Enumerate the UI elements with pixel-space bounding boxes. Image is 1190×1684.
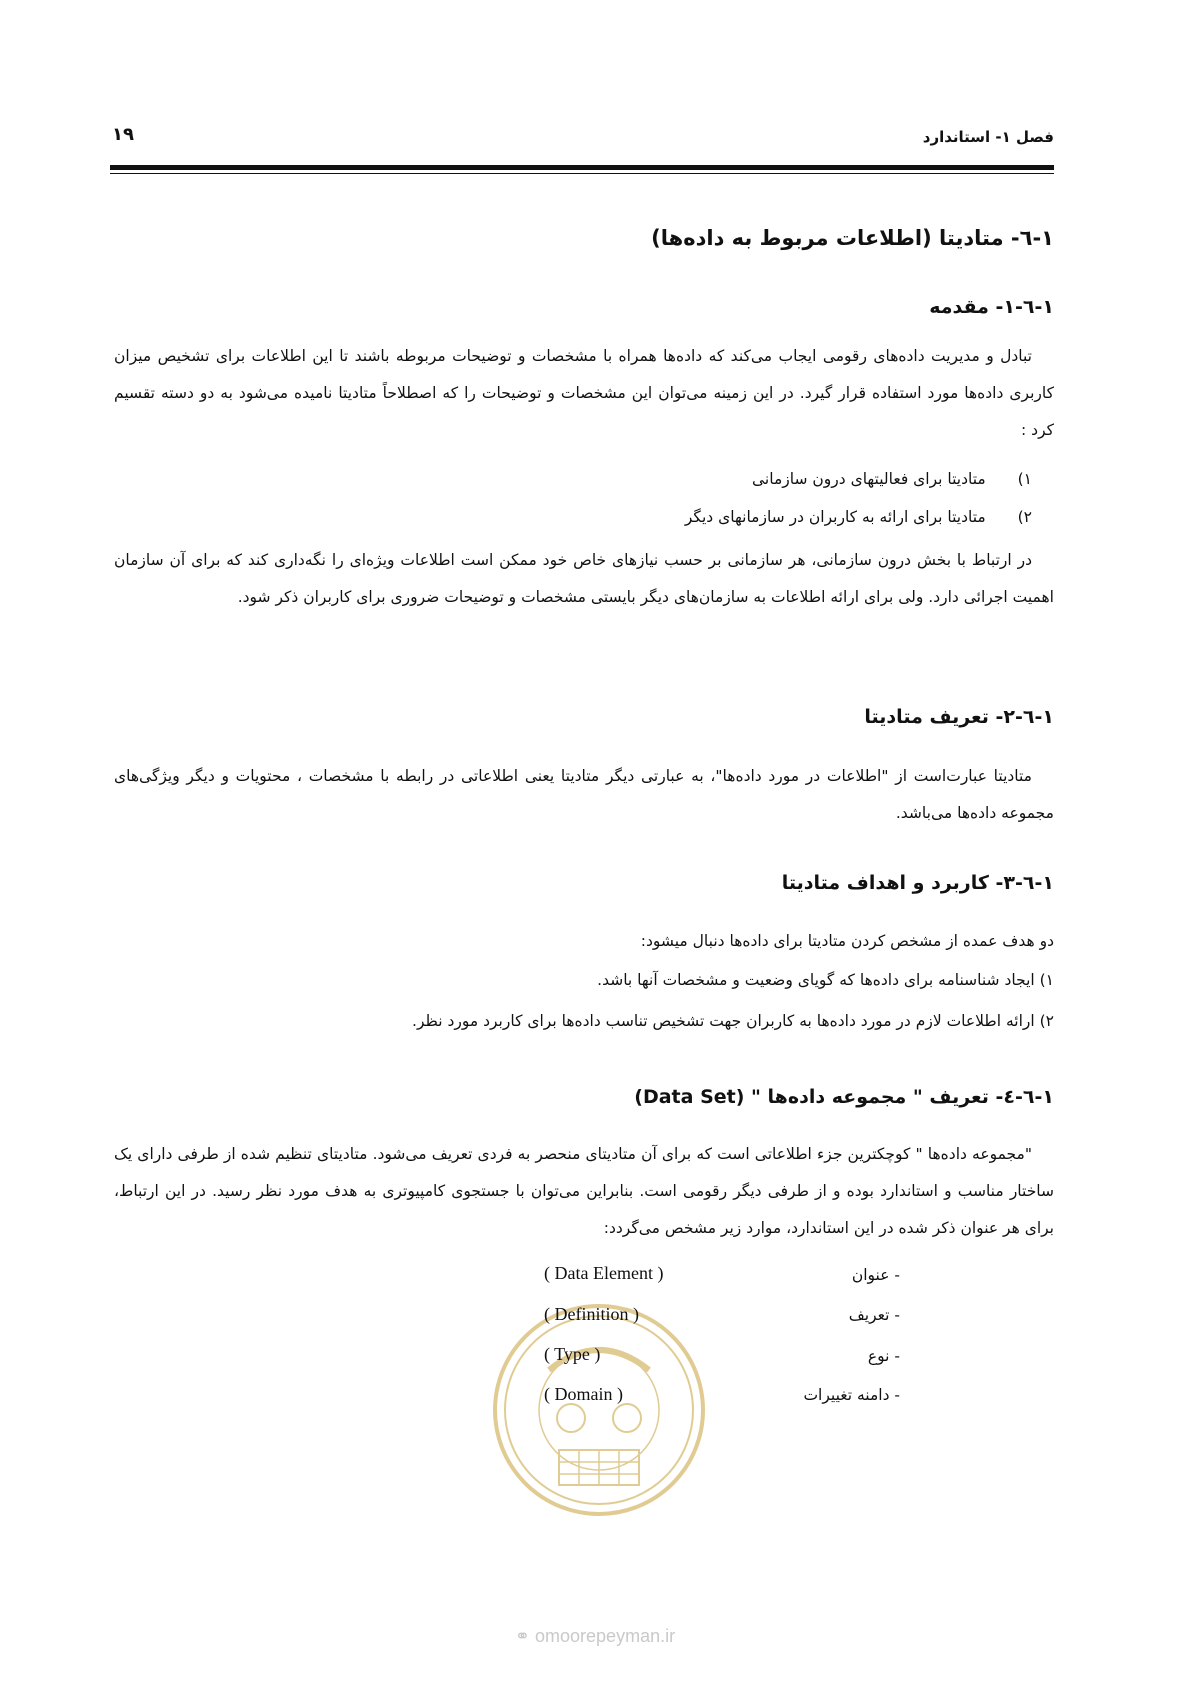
field-row-label: - نوع — [867, 1347, 900, 1365]
section-heading-1-6-4: ۱-٦-٤- تعریف " مجموعه داده‌ها " (Data Set) — [634, 1086, 1054, 1108]
dataset-paragraph — [114, 1136, 1054, 1247]
purpose-intro: دو هدف عمده از مشخص کردن متادیتا برای داده‌ها دنبال میشود: — [640, 932, 1054, 950]
field-row-english: ( Type ) — [544, 1344, 601, 1364]
list-item: ۲) ارائه اطلاعات لازم در مورد داده‌ها به کاربران جهت تشخیص تناسب داده‌ها برای کاربرد مورد نظر. — [412, 1012, 1054, 1030]
watermark-site — [0, 1626, 1190, 1647]
dataset-paragraph-text: "مجموعه داده‌ها " کوچکترین جزء اطلاعاتی است که برای آن متادیتای منحصر به فردی تعریف می‌شود. متادیتای تنظیم شده از طرفی دارای یک ساختار مناسب و استاندارد بوده و از طرفی دیگر رقومی است. بنابراین می‌توان با جستجوی کامپیوتری به هدف مورد نظر رسید. در این ارتباط، برای هر عنوان ذکر شده در این استاندارد، موارد زیر مشخص می‌گردد: — [114, 1145, 1054, 1237]
header-rule-thin — [110, 173, 1054, 174]
watermark-site-text: omoorepeyman.ir — [535, 1626, 676, 1646]
running-header-chapter: فصل ۱- استاندارد — [922, 128, 1054, 146]
list-item-number: ۲) — [1017, 508, 1032, 526]
field-row-label: - دامنه تغییرات — [803, 1386, 900, 1404]
field-row-label: - تعریف — [848, 1306, 900, 1324]
section-heading-1-6-3: ۱-٦-۳- کاربرد و اهداف متادیتا — [781, 872, 1054, 894]
page-number: ۱۹ — [112, 124, 134, 145]
list-item — [685, 508, 1032, 526]
watermark-seal-icon — [489, 1300, 709, 1520]
field-row-label: - عنوان — [851, 1266, 900, 1284]
org-paragraph — [114, 542, 1054, 616]
section-heading-1-6-1: ۱-٦-۱- مقدمه — [929, 296, 1054, 318]
field-row-english: ( Domain ) — [544, 1384, 623, 1404]
field-row-english: ( Definition ) — [544, 1304, 639, 1324]
intro-paragraph — [114, 338, 1054, 449]
org-paragraph-text: در ارتباط با بخش درون سازمانی، هر سازمانی بر حسب نیازهای خاص خود ممکن است اطلاعات ویژه‌ای را نگه‌داری کند که برای آن سازمان اهمیت اجرائی دارد. ولی برای ارائه اطلاعات به سازمان‌های دیگر بایستی مشخصات و توضیحات ضروری برای کاربران ذکر شود. — [114, 551, 1054, 606]
list-item: ۱) ایجاد شناسنامه برای داده‌ها که گویای وضعیت و مشخصات آنها باشد. — [597, 971, 1054, 989]
field-row-english: ( Data Element ) — [544, 1263, 664, 1283]
section-heading-1-6: ۱-٦- متادیتا (اطلاعات مربوط به داده‌ها) — [651, 226, 1054, 250]
list-item-number: ۱) — [1017, 470, 1032, 488]
list-item — [752, 470, 1032, 488]
definition-paragraph-text: متادیتا عبارت‌است از "اطلاعات در مورد داده‌ها"، به عبارتی دیگر متادیتا یعنی اطلاعاتی در رابطه با مشخصات ، محتویات و دیگر ویژگی‌های مجموعه داده‌ها می‌باشد. — [114, 767, 1054, 822]
header-rule-thick — [110, 165, 1054, 170]
intro-paragraph-text: تبادل و مدیریت داده‌های رقومی ایجاب می‌کند که داده‌ها همراه با مشخصات و توضیحات مربوطه باشند تا این اطلاعات برای تشخیص میزان کاربری داده‌ها مورد استفاده قرار گیرد. در این زمینه می‌توان این مشخصات و توضیحات را که اصطلاحاً متادیتا نامیده می‌شود به دو دسته تقسیم کرد : — [114, 347, 1054, 439]
watermark-globe-icon: ⚭ — [514, 1626, 530, 1646]
section-heading-1-6-2: ۱-٦-۲- تعریف متادیتا — [864, 706, 1054, 728]
list-item-text: متادیتا برای فعالیتهای درون سازمانی — [752, 470, 986, 488]
definition-paragraph — [114, 758, 1054, 832]
list-item-text: متادیتا برای ارائه به کاربران در سازمانهای دیگر — [684, 508, 986, 526]
